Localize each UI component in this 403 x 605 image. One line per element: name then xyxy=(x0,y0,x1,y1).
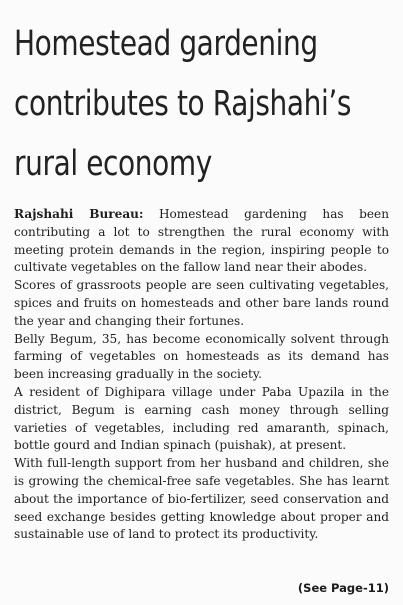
paragraph-1 xyxy=(14,206,389,277)
headline-line-3: rural economy xyxy=(14,144,212,184)
article-body xyxy=(14,206,389,544)
paragraph-3: Belly Begum, 35, has become economically solvent through farming of vegetables on homesteads as its demand has been increasing gradually in the society. xyxy=(14,331,389,382)
byline: Rajshahi Bureau: xyxy=(14,207,144,221)
headline-line-1: Homestead gardening xyxy=(14,24,318,64)
continuation-note: (See Page-11) xyxy=(297,581,389,595)
headline xyxy=(14,14,352,194)
paragraph-4: A resident of Dighipara village under Paba Upazila in the district, Begum is earning cash money through selling varieties of vegetables, including red amaranth, spinach, bottle gourd and Indian spinach (puishak), at present. xyxy=(14,384,389,453)
paragraph-5: With full-length support from her husband and children, she is growing the chemical-free safe vegetables. She has learnt about the importance of bio-fertilizer, seed conservation and seed exchange besides getting knowledge about proper and sustainable use of land to protect its productivity. xyxy=(14,456,389,542)
paragraph-1-text: Homestead gardening has been contributing a lot to strengthen the rural economy with meeting protein demands in the region, inspiring people to cultivate vegetables on the fallow land near their abodes. xyxy=(14,207,389,275)
headline-line-2: contributes to Rajshahi’s xyxy=(14,84,352,124)
paragraph-2: Scores of grassroots people are seen cultivating vegetables, spices and fruits on homesteads and other bare lands round the year and changing their fortunes. xyxy=(14,278,389,328)
